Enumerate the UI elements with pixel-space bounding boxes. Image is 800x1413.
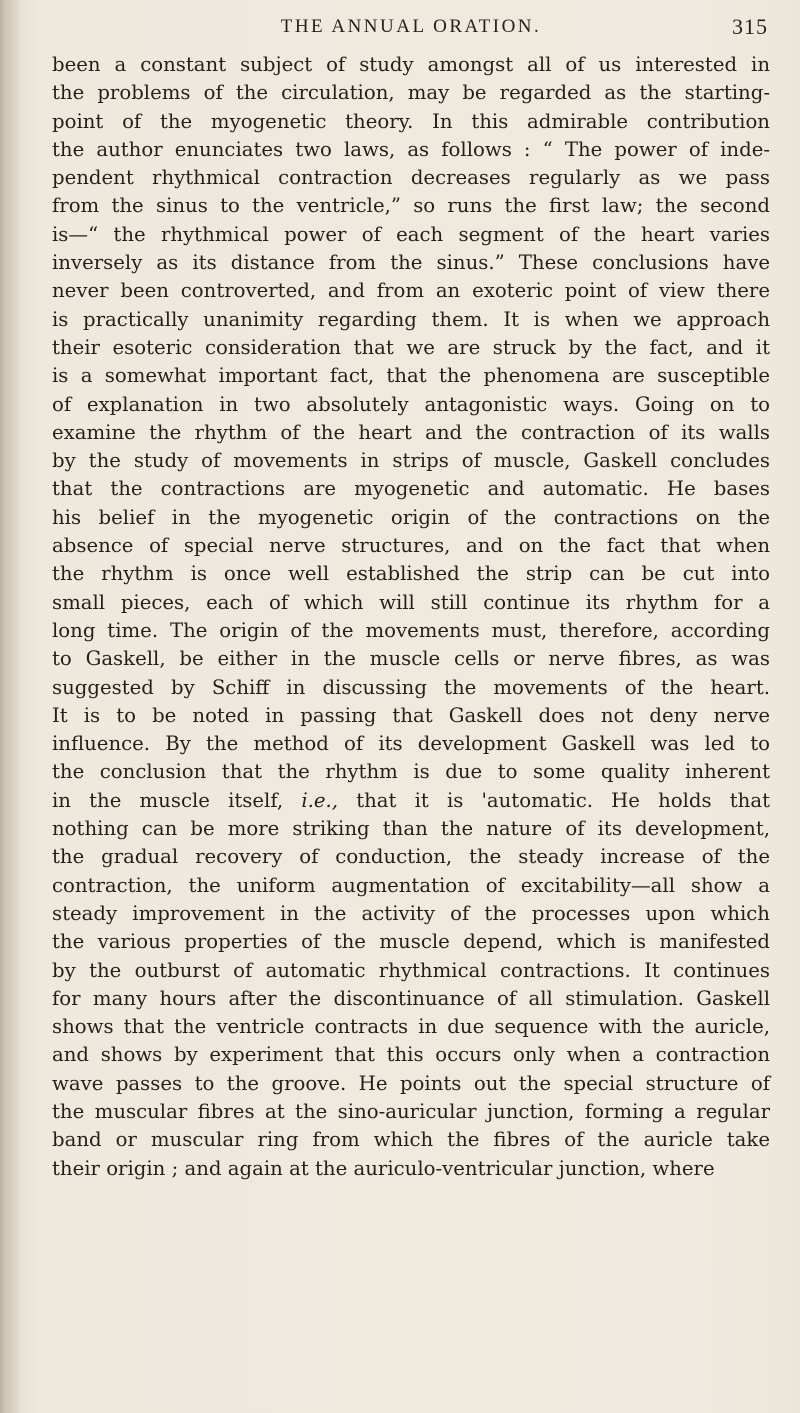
text-line: never been controverted, and from an exoteric point of view there xyxy=(52,279,770,303)
text-line: the rhythm is once well established the strip can be cut into xyxy=(52,562,770,586)
text-line: in the muscle itself, i.e., that it is 'automatic. He holds that xyxy=(52,788,770,812)
text-line: their esoteric consideration that we are struck by the fact, and it xyxy=(52,335,770,359)
text-line: suggested by Schiff in discussing the movements of the heart. xyxy=(52,675,770,699)
text-line: his belief in the myogenetic origin of the contractions on the xyxy=(52,505,770,529)
text-line: small pieces, each of which will still continue its rhythm for a xyxy=(52,590,770,614)
text-line: band or muscular ring from which the fibres of the auricle take xyxy=(52,1128,770,1152)
text-line: wave passes to the groove. He points out the special structure of xyxy=(52,1071,770,1095)
text-line: the muscular fibres at the sino-auricular junction, forming a regular xyxy=(52,1099,770,1123)
text-line: point of the myogenetic theory. In this admirable contribution xyxy=(52,109,770,133)
text-line: by the study of movements in strips of muscle, Gaskell concludes xyxy=(52,449,770,473)
text-line: their origin ; and again at the auriculo-ventricular junction, where xyxy=(52,1156,715,1180)
text-line: and shows by experiment that this occurs only when a contraction xyxy=(52,1043,770,1067)
text-line: steady improvement in the activity of the processes upon which xyxy=(52,901,770,925)
text-line: the problems of the circulation, may be regarded as the starting- xyxy=(52,81,770,105)
text-line: the conclusion that the rhythm is due to some quality inherent xyxy=(52,760,770,784)
text-line: absence of special nerve structures, and on the fact that when xyxy=(52,534,770,558)
text-line: for many hours after the discontinuance of all stimulation. Gaskell xyxy=(52,986,770,1010)
text-line: inversely as its distance from the sinus.” These conclusions have xyxy=(52,251,770,275)
text-line: examine the rhythm of the heart and the contraction of its walls xyxy=(52,420,770,444)
text-line: shows that the ventricle contracts in due sequence with the auricle, xyxy=(52,1015,770,1039)
text-line: is a somewhat important fact, that the phenomena are susceptible xyxy=(52,364,770,388)
text-line: the gradual recovery of conduction, the steady increase of the xyxy=(52,845,770,869)
text-line: It is to be noted in passing that Gaskell does not deny nerve xyxy=(52,703,770,727)
text-line: pendent rhythmical contraction decreases regularly as we pass xyxy=(52,166,770,190)
body-text xyxy=(52,51,770,1183)
text-line: by the outburst of automatic rhythmical contractions. It continues xyxy=(52,958,770,982)
running-head xyxy=(52,10,770,44)
running-title: THE ANNUAL ORATION. xyxy=(280,16,542,37)
text-line: that the contractions are myogenetic and automatic. He bases xyxy=(52,477,770,501)
text-line: the author enunciates two laws, as follows : “ The power of inde- xyxy=(52,137,770,161)
text-line: been a constant subject of study amongst all of us interested in xyxy=(52,53,770,76)
binding-gutter-shadow xyxy=(0,0,22,1413)
text-line: long time. The origin of the movements must, therefore, according xyxy=(52,618,770,642)
text-line: of explanation in two absolutely antagonistic ways. Going on to xyxy=(52,392,770,416)
text-line: contraction, the uniform augmentation of excitability—all show a xyxy=(52,873,770,897)
text-line: nothing can be more striking than the nature of its development, xyxy=(52,817,770,841)
text-line: influence. By the method of its development Gaskell was led to xyxy=(52,732,770,756)
italic-abbreviation: i.e., xyxy=(301,788,339,812)
page-number: 315 xyxy=(732,14,768,39)
text-line: to Gaskell, be either in the muscle cells or nerve fibres, as was xyxy=(52,647,770,671)
text-line: the various properties of the muscle depend, which is manifested xyxy=(52,930,770,954)
text-line: is practically unanimity regarding them. It is when we approach xyxy=(52,307,770,331)
text-line: is—“ the rhythmical power of each segment of the heart varies xyxy=(52,222,770,246)
text-line: from the sinus to the ventricle,” so runs the first law; the second xyxy=(52,194,770,218)
